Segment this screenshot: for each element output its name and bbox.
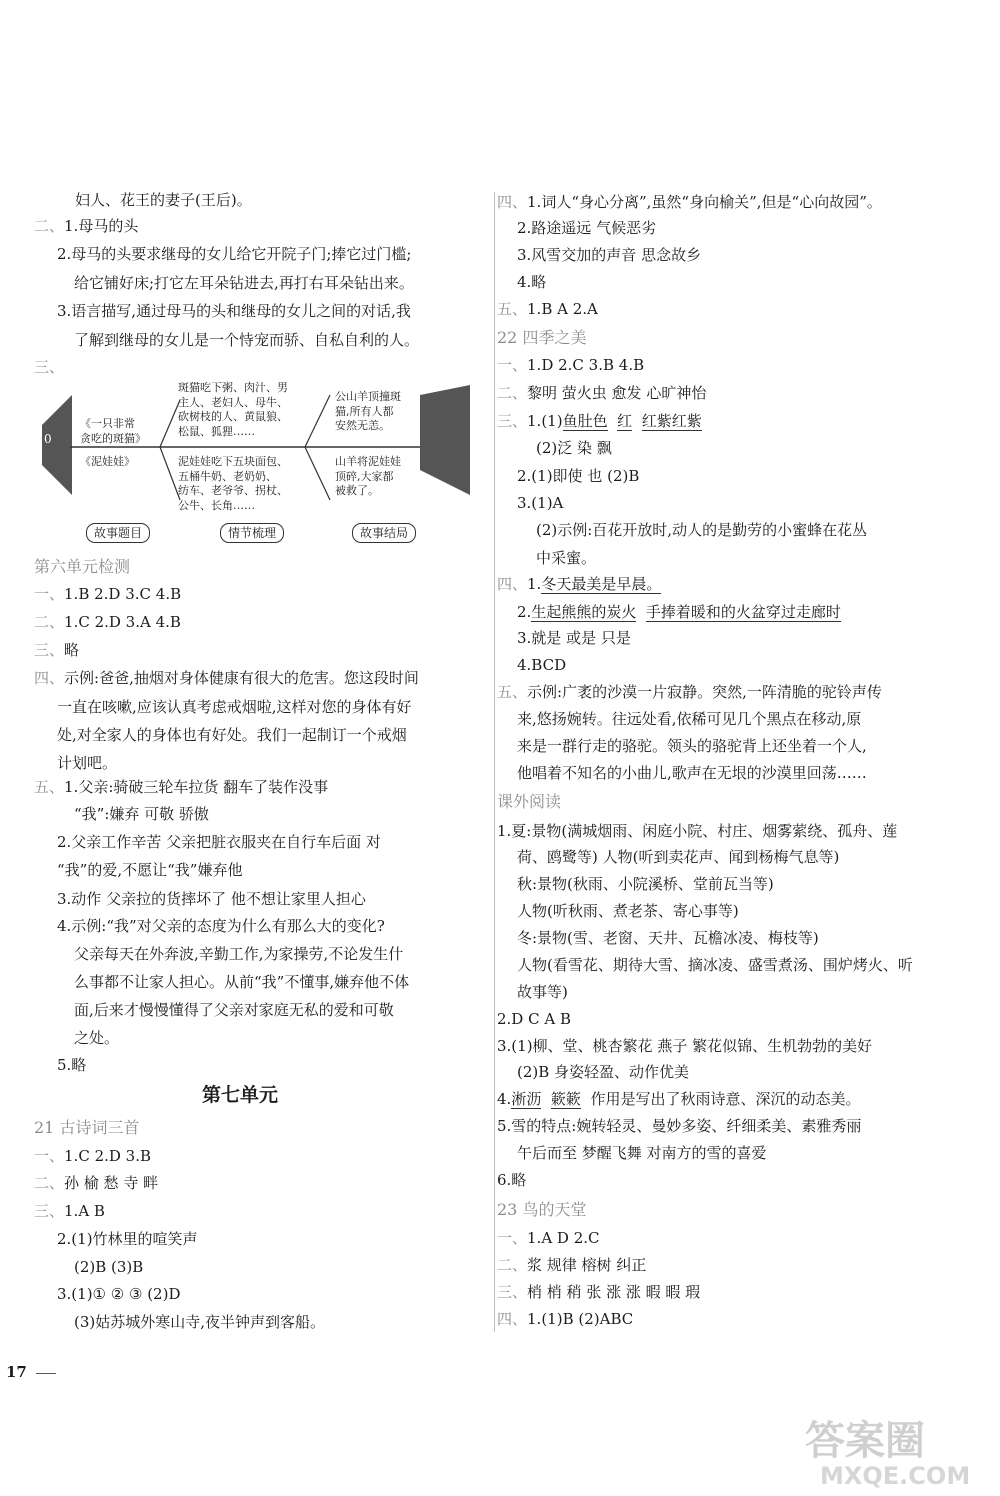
watermark-graphic xyxy=(800,1412,990,1492)
text-line: 3.(1)① ② ③ (2)D xyxy=(57,1285,181,1303)
text-line: 2.(1)即使 也 (2)B xyxy=(517,467,640,485)
text-line: 四、示例:爸爸,抽烟对身体健康有很大的危害。您这段时间 xyxy=(34,669,419,687)
text-line: 4.示例:“我”对父亲的态度为什么有那么大的变化? xyxy=(57,917,385,935)
text-line: (3)姑苏城外寒山寺,夜半钟声到客船。 xyxy=(74,1313,326,1331)
text-line: 来是一群行走的骆驼。领头的骆驼背上还坐着一个人, xyxy=(517,737,867,755)
text-line: 3.(1)柳、堂、桃杏繁花 燕子 繁花似锦、生机勃勃的美好 xyxy=(497,1037,873,1055)
plot-box: 泥娃娃吃下五块面包、 五桶牛奶、老奶奶、 纺车、老爷爷、拐杖、 公牛、长角…… xyxy=(178,455,288,512)
text-line: 4.BCD xyxy=(517,656,567,674)
text-line: 一、1.D 2.C 3.B 4.B xyxy=(497,356,645,374)
caption-ending: 故事结局 xyxy=(352,523,416,543)
text-line: 三、1.(1)鱼肚色 红 红紫红紫 xyxy=(497,412,702,430)
text-line: 二、1.母马的头 xyxy=(34,217,139,235)
unit-heading: 第七单元 xyxy=(202,1084,279,1106)
text-line: 人物(听秋雨、煮老茶、寄心事等) xyxy=(517,902,739,920)
text-line: 一、1.A D 2.C xyxy=(497,1229,600,1247)
text-line: 荷、鸥鹭等) 人物(听到卖花声、闻到杨梅气息等) xyxy=(517,848,840,866)
ending-box: 山羊将泥娃娃 顶碎,大家都 被救了。 xyxy=(335,455,401,497)
text-line: 2.路途遥远 气候恶劣 xyxy=(517,219,657,237)
text-line: (2)示例:百花开放时,动人的是勤劳的小蜜蜂在花丛 xyxy=(536,521,868,539)
text-line: 1.夏:景物(满城烟雨、闲庭小院、村庄、烟雾萦绕、孤舟、莲 xyxy=(497,822,898,840)
section-heading: 第六单元检测 xyxy=(34,557,131,576)
text-line: 一、1.B 2.D 3.C 4.B xyxy=(34,585,182,603)
text-line: 3.动作 父亲拉的货摔坏了 他不想让家里人担心 xyxy=(57,890,366,908)
text-line: 秋:景物(秋雨、小院溪桥、堂前瓦当等) xyxy=(517,875,774,893)
section-heading: 课外阅读 xyxy=(497,792,562,811)
text-line: 2.父亲工作辛苦 父亲把脏衣服夹在自行车后面 对 xyxy=(57,833,381,851)
text-line: 四、1.(1)B (2)ABC xyxy=(497,1310,634,1328)
text-line: 3.(1)A xyxy=(517,494,564,512)
fishbone-diagram xyxy=(30,375,470,550)
story-title: 贪吃的斑猫》 xyxy=(80,432,146,445)
text-line: 他唱着不知名的小曲儿,歌声在无垠的沙漠里回荡…… xyxy=(517,764,867,782)
text-line: 一、1.C 2.D 3.B xyxy=(34,1147,152,1165)
text-line: 三、略 xyxy=(34,641,80,659)
column-divider xyxy=(494,192,495,1332)
text-line: 4.略 xyxy=(517,273,547,291)
story-title: 《一只非常 xyxy=(80,417,135,430)
text-line: 给它铺好床;打它左耳朵钻进去,再打右耳朵钻出来。 xyxy=(74,274,414,292)
text-line: 面,后来才慢慢懂得了父亲对家庭无私的爱和可敬 xyxy=(74,1001,394,1019)
text-line: 冬:景物(雪、老窗、天井、瓦檐冰凌、梅枝等) xyxy=(517,929,819,947)
page-number-dash xyxy=(36,1373,56,1374)
text-line: 二、孙 榆 愁 寺 畔 xyxy=(34,1174,159,1192)
section-heading: 22 四季之美 xyxy=(497,328,587,347)
section-heading: 23 鸟的天堂 xyxy=(497,1200,587,1219)
text-line: 二、黎明 萤火虫 愈发 心旷神怡 xyxy=(497,384,707,402)
text-line: 四、1.冬天最美是早晨。 xyxy=(497,575,662,593)
text-line: 午后而至 梦醒飞舞 对南方的雪的喜爱 xyxy=(517,1144,767,1162)
ending-box: 公山羊顶撞斑 猫,所有人都 安然无恙。 xyxy=(335,390,401,432)
text-line: 处,对全家人的身体也有好处。我们一起制订一个戒烟 xyxy=(57,726,407,744)
watermark-logo xyxy=(800,1412,990,1492)
text-line: “我”的爱,不愿让“我”嫌弃他 xyxy=(57,861,243,879)
text-line: (2)B 身姿轻盈、动作优美 xyxy=(517,1063,690,1081)
svg-text:MXQE.COM: MXQE.COM xyxy=(820,1462,971,1490)
text-line: 之处。 xyxy=(74,1029,120,1047)
text-line: 来,悠扬婉转。往远处看,依稀可见几个黑点在移动,原 xyxy=(517,710,862,728)
text-line: 五、1.B A 2.A xyxy=(497,300,598,318)
text-line: 3.语言描写,通过母马的头和继母的女儿之间的对话,我 xyxy=(57,302,411,320)
text-line: 6.略 xyxy=(497,1171,527,1189)
text-line: 一直在咳嗽,应该认真考虑戒烟啦,这样对您的身体有好 xyxy=(57,698,412,716)
text-line: 么事都不让家人担心。从前“我”不懂事,嫌弃他不体 xyxy=(74,973,410,991)
text-line: 三、梢 梢 稍 张 涨 涨 暇 暇 瑕 xyxy=(497,1283,701,1301)
text-line: 5.略 xyxy=(57,1056,87,1074)
text-line: 4.淅沥 簌簌 作用是写出了秋雨诗意、深沉的动态美。 xyxy=(497,1090,861,1108)
text-line: “我”:嫌弃 可敬 骄傲 xyxy=(74,805,209,823)
text-line: 四、1.词人“身心分离”,虽然“身向榆关”,但是“心向故园”。 xyxy=(497,193,882,211)
svg-text:答案圈: 答案圈 xyxy=(805,1418,925,1464)
page-number: 17 xyxy=(6,1363,27,1381)
text-line: 二、浆 规律 榕树 纠正 xyxy=(497,1256,647,1274)
text-line: 五、1.父亲:骑破三轮车拉货 翻车了装作没事 xyxy=(34,778,329,796)
text-line: 二、1.C 2.D 3.A 4.B xyxy=(34,613,181,631)
caption-story-title: 故事题目 xyxy=(86,523,150,543)
text-line: 五、示例:广袤的沙漠一片寂静。突然,一阵清脆的驼铃声传 xyxy=(497,683,882,701)
plot-box: 斑猫吃下粥、肉汁、男 主人、老妇人、母牛、 砍树枝的人、黄鼠狼、 松鼠、狐狸…… xyxy=(178,381,288,438)
text-line: 三、 xyxy=(34,358,65,376)
text-line: 计划吧。 xyxy=(57,754,118,772)
text-line: 三、1.A B xyxy=(34,1202,105,1220)
text-line: 父亲每天在外奔波,辛勤工作,为家操劳,不论发生什 xyxy=(74,945,404,963)
story-title: 《泥娃娃》 xyxy=(80,455,135,468)
text-line: 3.风雪交加的声音 思念故乡 xyxy=(517,246,702,264)
section-heading: 21 古诗词三首 xyxy=(34,1118,140,1137)
text-line: (2)B (3)B xyxy=(74,1258,144,1276)
text-line: (2)泛 染 飘 xyxy=(536,439,612,457)
caption-plot: 情节梳理 xyxy=(220,523,284,543)
fish-head-mark: 0 xyxy=(44,432,52,446)
text-line: 2.(1)竹林里的喧笑声 xyxy=(57,1230,198,1248)
text-line: 5.雪的特点:婉转轻灵、曼妙多姿、纤细柔美、素雅秀丽 xyxy=(497,1117,862,1135)
text-line: 2.母马的头要求继母的女儿给它开院子门;捧它过门槛; xyxy=(57,245,412,263)
text-line: 人物(看雪花、期待大雪、摘冰凌、盛雪煮汤、围炉烤火、听 xyxy=(517,956,913,974)
text-line: 妇人、花王的妻子(王后)。 xyxy=(75,191,252,209)
text-line: 故事等) xyxy=(517,983,568,1001)
text-line: 2.D C A B xyxy=(497,1010,571,1028)
text-line: 2.生起熊熊的炭火 手捧着暖和的火盆穿过走廊时 xyxy=(517,603,841,621)
text-line: 3.就是 或是 只是 xyxy=(517,629,631,647)
text-line: 了解到继母的女儿是一个恃宠而骄、自私自利的人。 xyxy=(74,331,420,349)
text-line: 中采蜜。 xyxy=(536,549,597,567)
